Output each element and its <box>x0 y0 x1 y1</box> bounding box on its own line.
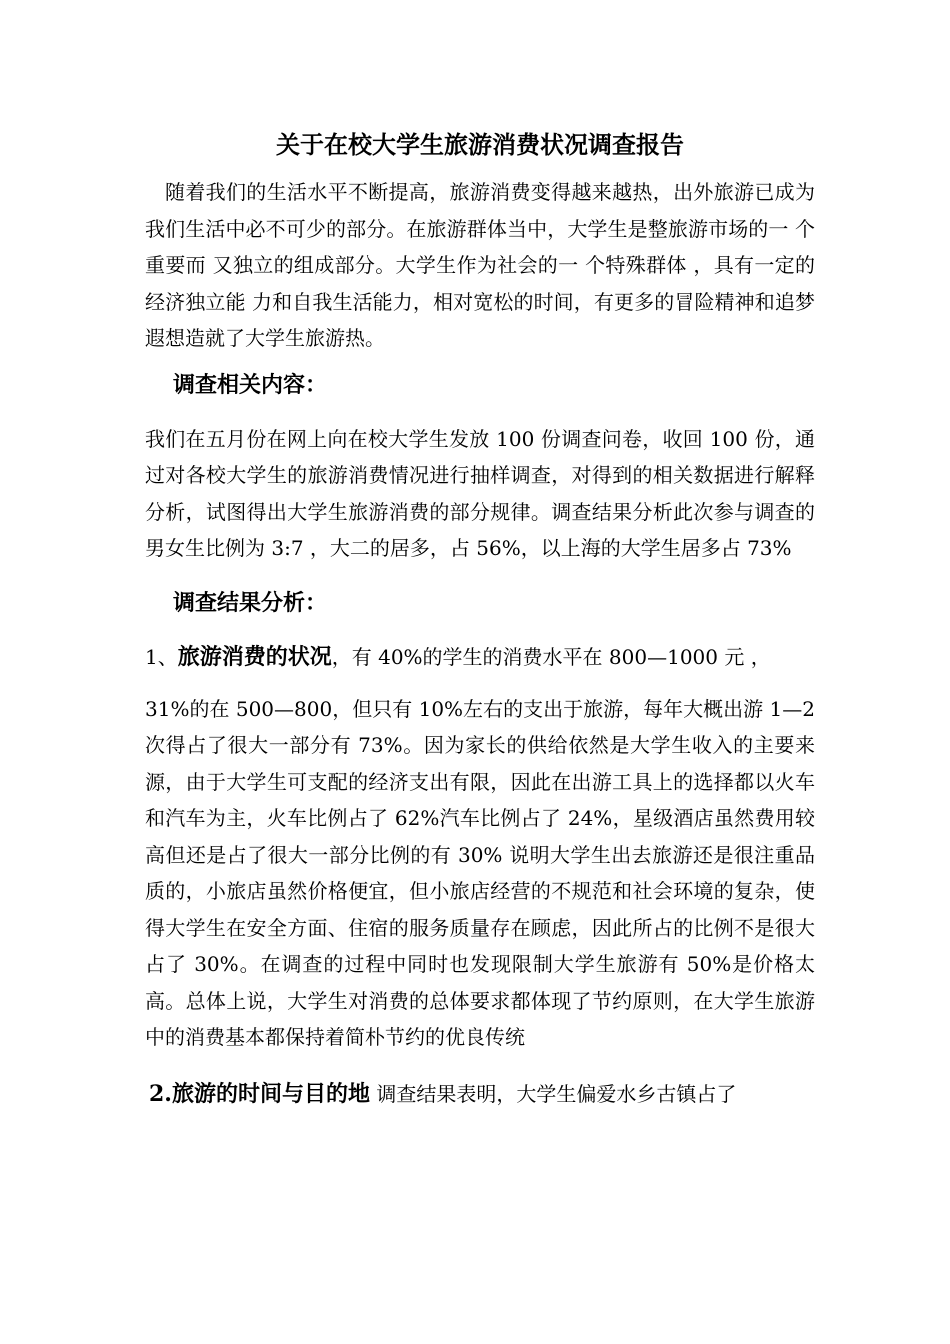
intro-paragraph: 随着我们的生活水平不断提高，旅游消费变得越来越热，出外旅游已成为我们生活中必不可少的部分。在旅游群体当中，大学生是整旅游市场的一 个重要而 又独立的组成部分。大学生作为社会的一 个特殊群体 ，具有一定的经济独立能 力和自我生活能力，相对宽松的时间，有更多的冒险精神和追梦遐想造就了大学生旅游热。 <box>145 180 815 350</box>
survey-content-paragraph: 我们在五月份在网上向在校大学生发放 100 份调查问卷，收回 100 份，通过对各校大学生的旅游消费情况进行抽样调查，对得到的相关数据进行解释分析，试图得出大学生旅游消费的部分规律。调查结果分析此次参与调查的男女生比例为 3:7 ，大二的居多，占 56%，以上海的大学生居多占 73% <box>145 426 815 560</box>
result-item-1-label: 旅游消费的状况 <box>177 643 332 670</box>
document-content <box>145 128 815 1112</box>
result-item-2-lead <box>149 1076 815 1112</box>
result-item-1-lead-text: ，有 40%的学生的消费水平在 800—1000 元 ， <box>331 644 771 669</box>
result-item-1-lead <box>145 639 815 675</box>
section-heading-result-analysis: 调查结果分析： <box>173 589 328 616</box>
result-item-2-label: 2.旅游的时间与目的地 <box>149 1080 370 1107</box>
document-title: 关于在校大学生旅游消费状况调查报告 <box>276 130 684 159</box>
result-item-1-prefix: 1、 <box>145 644 178 669</box>
result-item-2-lead-text: 调查结果表明，大学生偏爱水乡古镇占了 <box>369 1081 737 1106</box>
result-item-1-body: 31%的在 500—800，但只有 10%左右的支出于旅游，每年大概出游 1—2 次得占了很大一部分有 73%。因为家长的供给依然是大学生收入的主要来源，由于大学生可支配的经济支出有限，因此在出游工具上的选择都以火车和汽车为主，火车比例占了 62%汽车比例占了 24%，星级酒店虽然费用较高但还是占了很大一部分比例的有 30% 说明大学生出去旅游还是很注重品质的，小旅店虽然价格便宜，但小旅店经营的不规范和社会环境的复杂，使得大学生在安全方面、住宿的服务质量存在顾虑，因此所占的比例不是很大占了 30%。在调查的过程中同时也发现限制大学生旅游有 50%是价格太高。总体上说，大学生对消费的总体要求都体现了节约原则，在大学生旅游中的消费基本都保持着简朴节约的优良传统 <box>145 696 815 1049</box>
section-heading-survey-content: 调查相关内容： <box>173 371 328 398</box>
